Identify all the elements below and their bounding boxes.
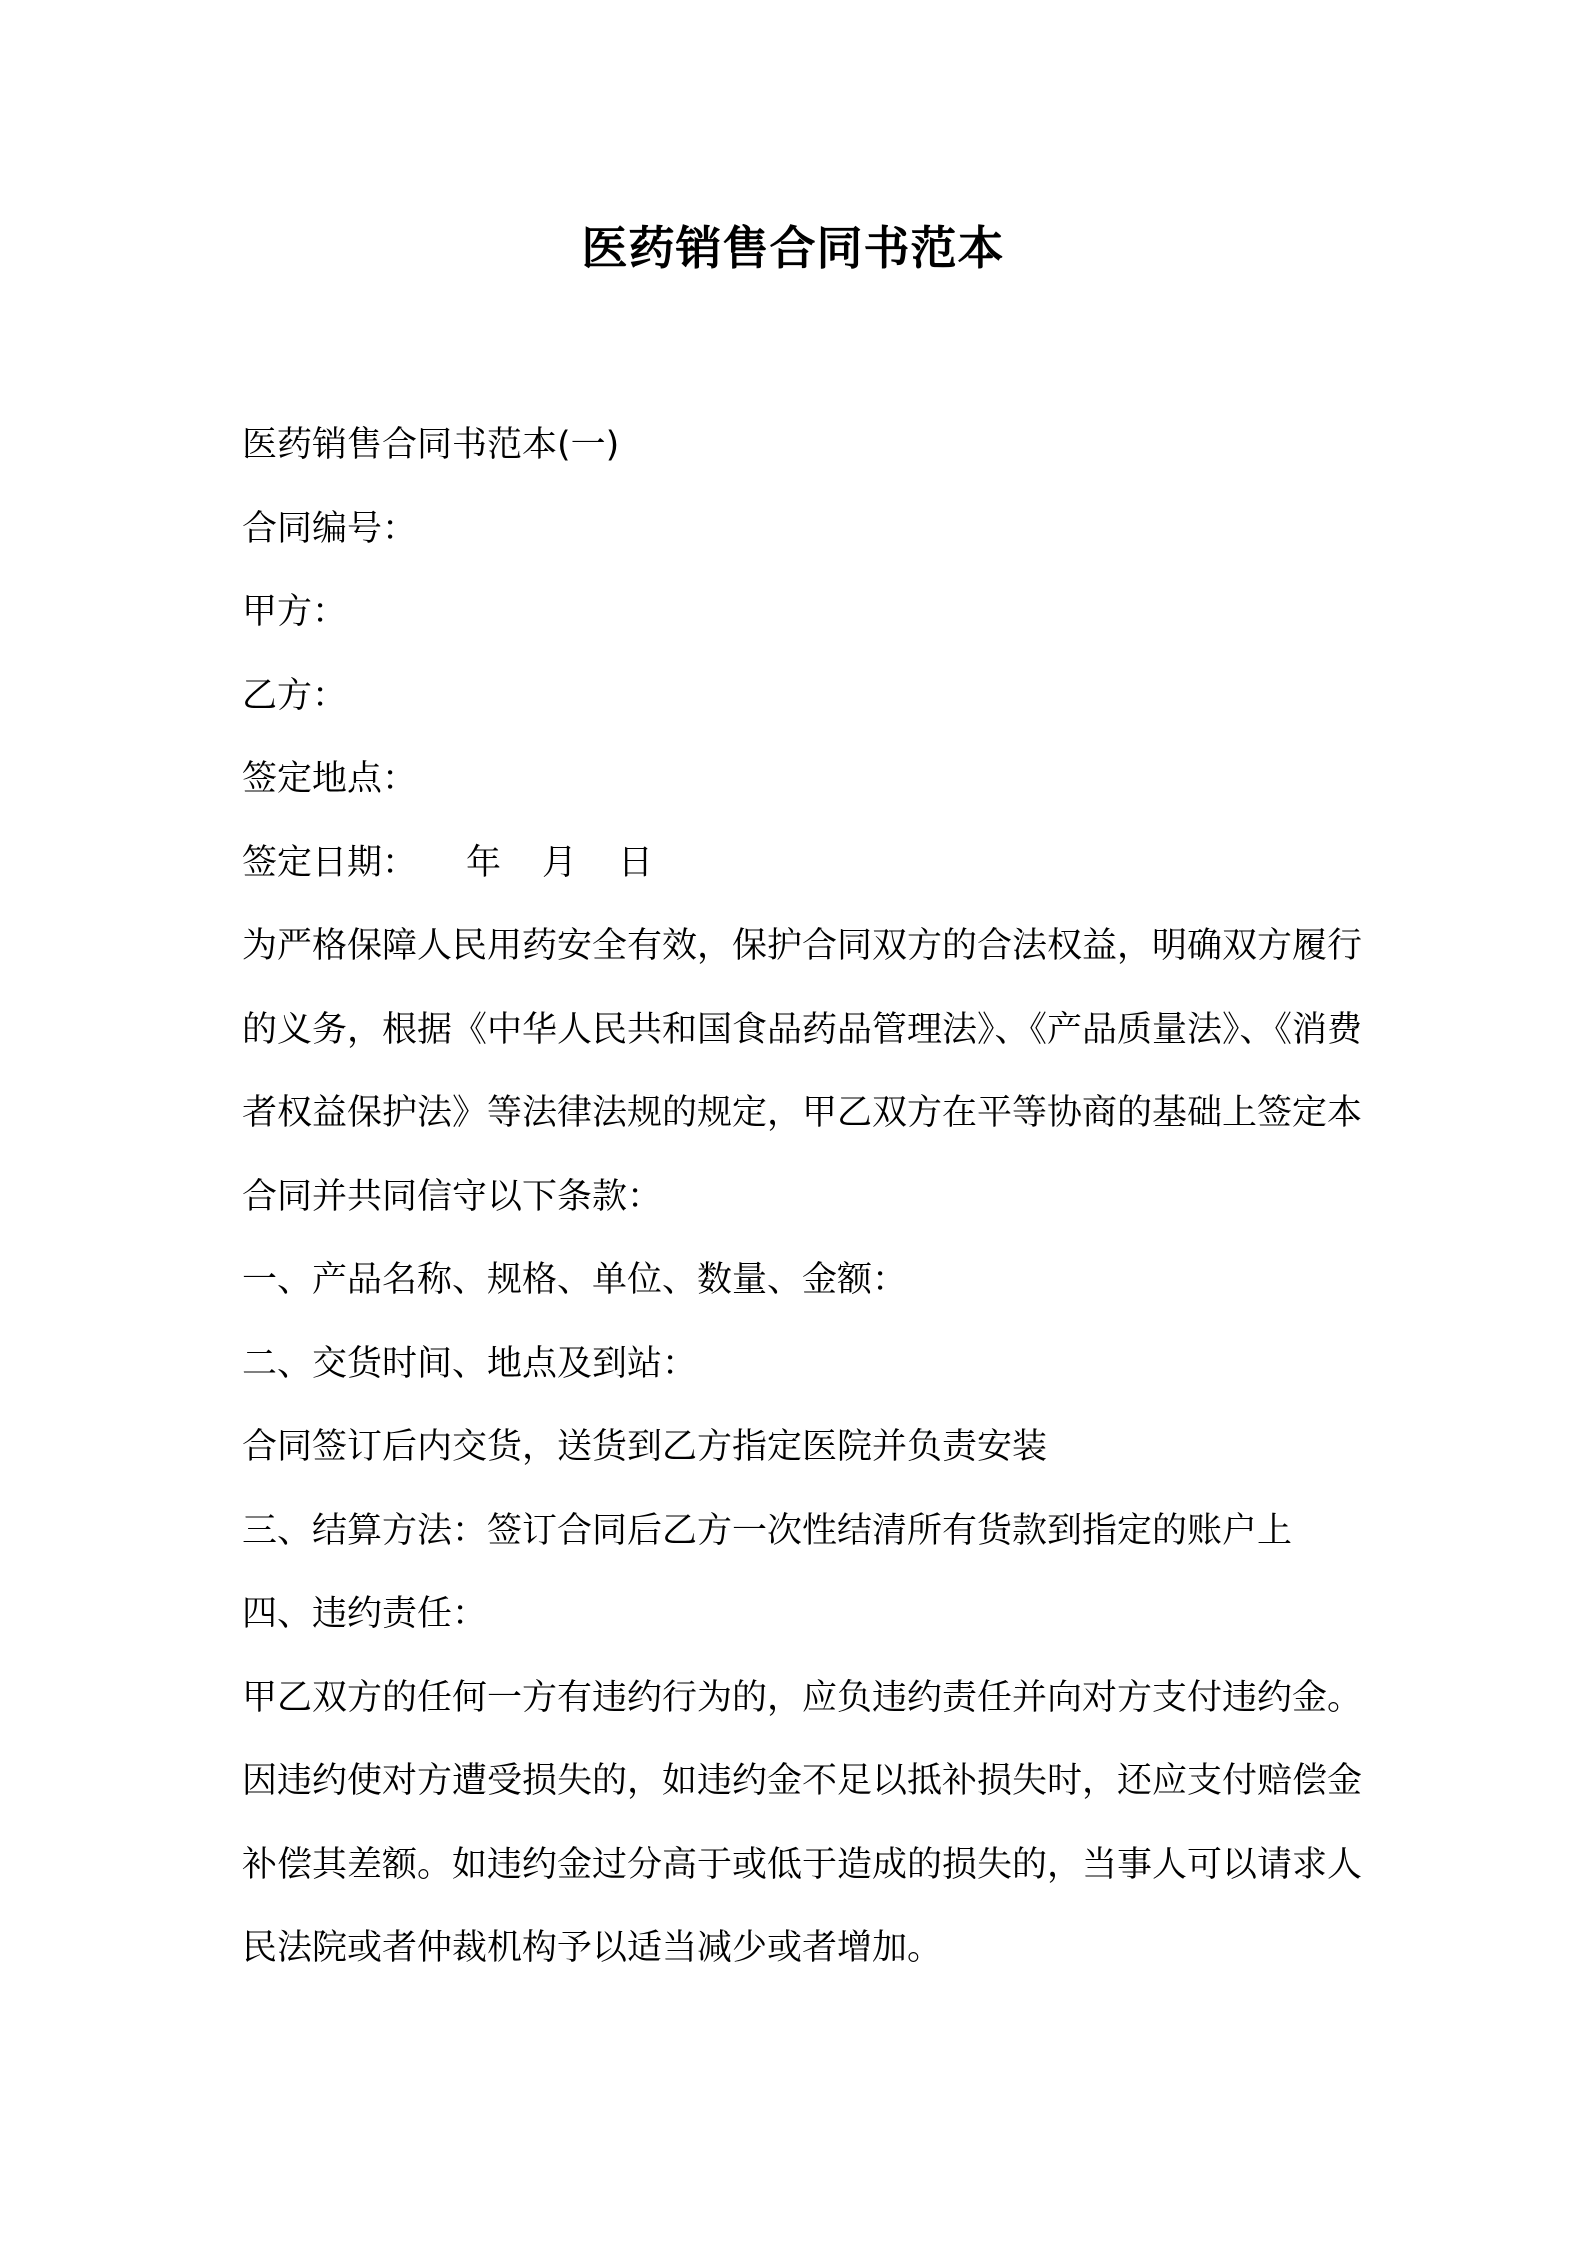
sign-date-month: 月 xyxy=(542,842,578,883)
sign-date-label: 签定日期： xyxy=(242,842,418,883)
clause-2-heading: 二、交货时间、地点及到站： xyxy=(242,1343,698,1384)
sign-place-field: 签定地点： xyxy=(242,759,418,799)
party-a-field: 甲方： xyxy=(242,592,348,632)
contract-number-field: 合同编号： xyxy=(242,508,418,549)
document-title: 医药销售合同书范本 xyxy=(581,221,1005,275)
sign-date-year: 年 xyxy=(466,842,502,883)
document-subtitle: 医药销售合同书范本(一) xyxy=(242,425,620,465)
clause-3-text: 三、结算方法：签订合同后乙方一次性结清所有货款到指定的账户上 xyxy=(242,1510,1293,1551)
clause-4-heading: 四、违约责任： xyxy=(242,1594,488,1634)
document-body xyxy=(242,404,1362,1991)
sign-date-field xyxy=(242,822,1362,906)
preamble-paragraph: 为严格保障人民用药安全有效，保护合同双方的合法权益，明确双方履行的义务，根据《中华人民共和国食品药品管理法》、《产品质量法》、《消费者权益保护法》等法律法规的规定，甲乙双方在平等协商的基础上签定本合同并共同信守以下条款： xyxy=(242,926,1363,1217)
sign-date-day: 日 xyxy=(618,842,654,883)
clause-2-text: 合同签订后内交货，送货到乙方指定医院并负责安装 xyxy=(242,1427,1048,1467)
clause-1-heading: 一、产品名称、规格、单位、数量、金额： xyxy=(242,1260,908,1300)
clause-4-paragraph: 甲乙双方的任何一方有违约行为的，应负违约责任并向对方支付违约金。因违约使对方遭受损失的，如违约金不足以抵补损失时，还应支付赔偿金补偿其差额。如违约金过分高于或低于造成的损失的，当事人可以请求人民法院或者仲裁机构予以适当减少或者增加。 xyxy=(242,1677,1363,1968)
party-b-field: 乙方： xyxy=(242,675,348,716)
